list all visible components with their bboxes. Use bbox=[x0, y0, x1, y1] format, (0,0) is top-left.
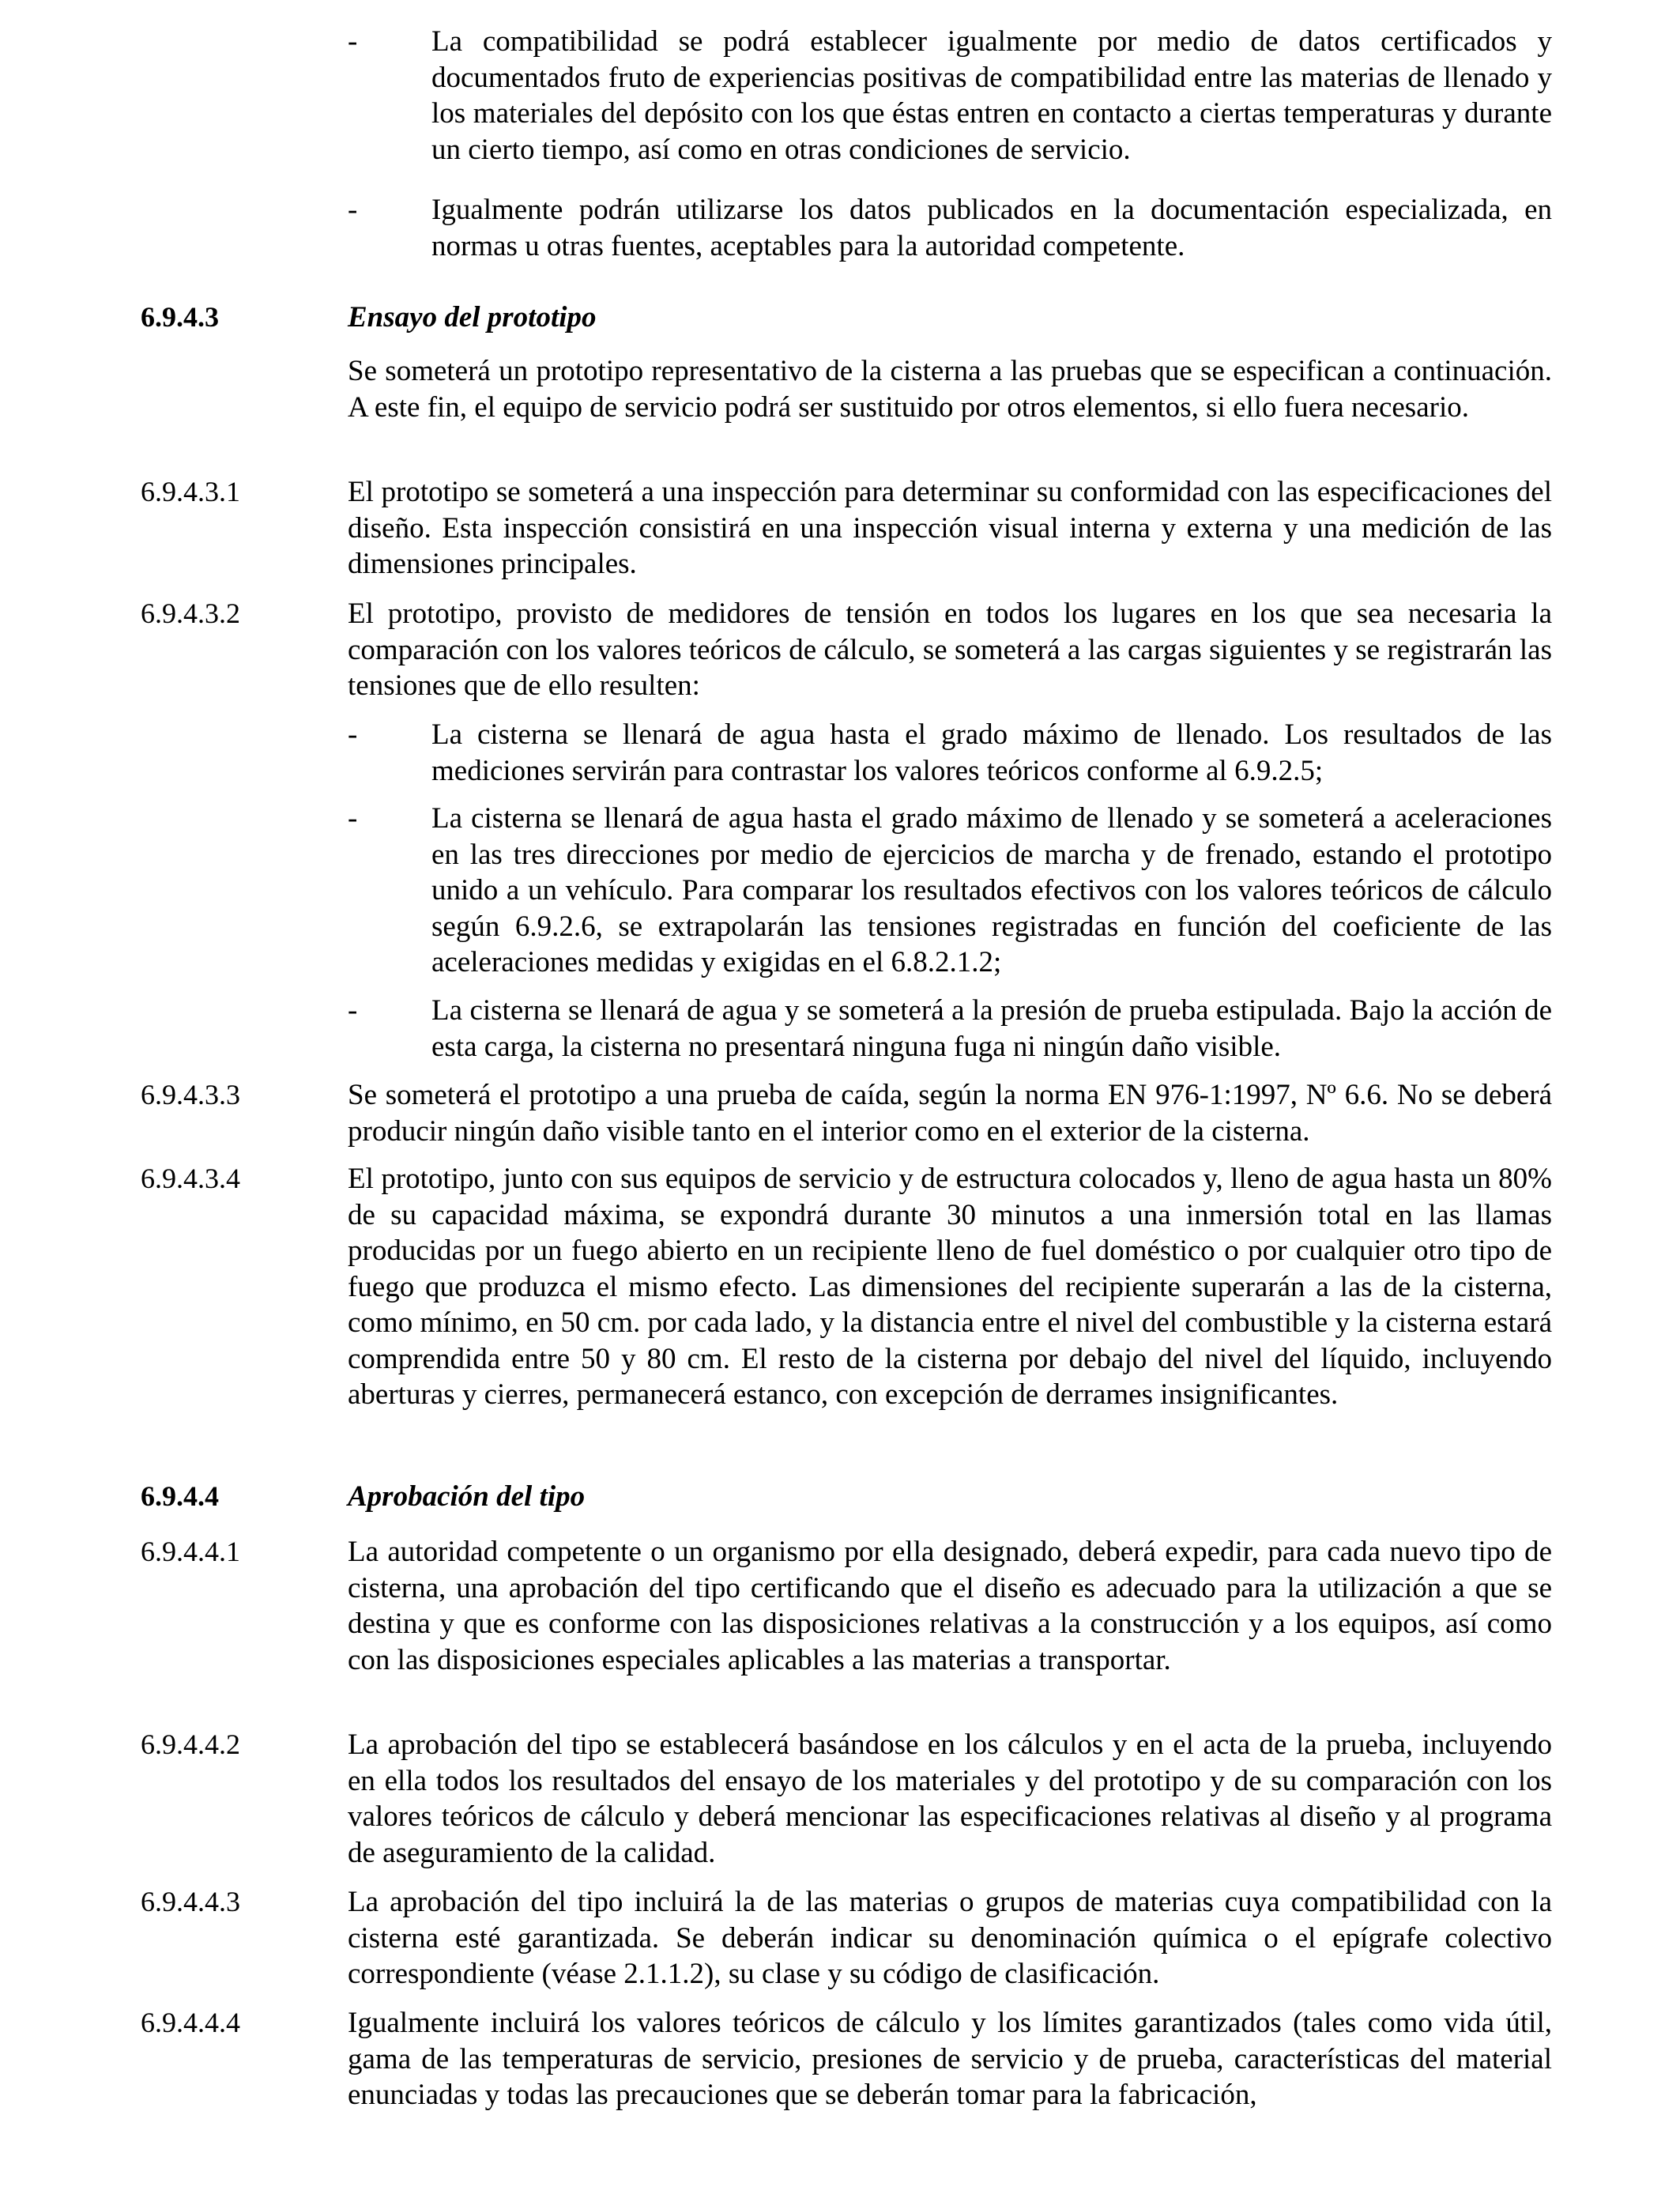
paragraph-number: 6.9.4.4.3 bbox=[141, 1886, 240, 1917]
paragraph-number: 6.9.4.3.1 bbox=[141, 476, 240, 507]
bullet-text: La cisterna se llenará de agua hasta el grado máximo de llenado y se someterá a aceleraciones en las tres direcciones por medio de ejercicios de marcha y de frenado, estando el prototipo unido a un vehículo. Para comparar los resultados efectivos con los valores teóricos de cálculo según 6.9.2.6, se extrapolarán las tensiones registradas en función del coeficiente de las aceleraciones medidas y exigidas en el 6.8.2.1.2; bbox=[431, 802, 1552, 978]
paragraph-text: La autoridad competente o un organismo por ella designado, deberá expedir, para cada nuevo tipo de cisterna, una aprobación del tipo certificando que el diseño es adecuado para la utilización a que se destina y que es conforme con las disposiciones relativas a la construcción y a los equipos, así como con las disposiciones especiales aplicables a las materias a transportar. bbox=[348, 1536, 1552, 1676]
bullet-dash: - bbox=[348, 994, 358, 1027]
section-title: Aprobación del tipo bbox=[348, 1480, 586, 1513]
bullet-dash: - bbox=[348, 802, 358, 835]
bullet-dash: - bbox=[348, 718, 358, 751]
paragraph-number: 6.9.4.4.1 bbox=[141, 1536, 240, 1567]
paragraph-number: 6.9.4.3.2 bbox=[141, 598, 240, 629]
bullet-text: La cisterna se llenará de agua hasta el grado máximo de llenado. Los resultados de las mediciones servirán para contrastar los valores teóricos conforme al 6.9.2.5; bbox=[431, 718, 1552, 787]
paragraph-text: El prototipo, junto con sus equipos de servicio y de estructura colocados y, lleno de agua hasta un 80% de su capacidad máxima, se expondrá durante 30 minutos a una inmersión total en las llamas producidas por un fuego abierto en un recipiente lleno de fuel doméstico o por cualquier otro tipo de fuego que produzca el mismo efecto. Las dimensiones del recipiente superarán a las de la cisterna, como mínimo, en 50 cm. por cada lado, y la distancia entre el nivel del combustible y la cisterna estará comprendida entre 50 y 80 cm. El resto de la cisterna por debajo del nivel del líquido, incluyendo aberturas y cierres, permanecerá estanco, con excepción de derrames insignificantes. bbox=[348, 1163, 1552, 1411]
bullet-text: La compatibilidad se podrá establecer igualmente por medio de datos certificados y documentados fruto de experiencias positivas de compatibilidad entre las materias de llenado y los materiales del depósito con los que éstas entren en contacto a ciertas temperaturas y durante un cierto tiempo, así como en otras condiciones de servicio. bbox=[431, 25, 1552, 166]
bullet-dash: - bbox=[348, 194, 358, 226]
paragraph-text: La aprobación del tipo se establecerá basándose en los cálculos y en el acta de la prueba, incluyendo en ella todos los resultados del ensayo de los materiales y del prototipo y de su comparación con los valores teóricos de cálculo y deberá mencionar las especificaciones relativas al diseño y al programa de aseguramiento de la calidad. bbox=[348, 1728, 1552, 1869]
paragraph-number: 6.9.4.4.4 bbox=[141, 2007, 240, 2038]
paragraph-text: Igualmente incluirá los valores teóricos de cálculo y los límites garantizados (tales como vida útil, gama de las temperaturas de servicio, presiones de servicio y de prueba, características del material enunciadas y todas las precauciones que se deberán tomar para la fabricación, bbox=[348, 2007, 1552, 2111]
paragraph-text: Se someterá el prototipo a una prueba de caída, según la norma EN 976-1:1997, Nº 6.6. No se deberá producir ningún daño visible tanto en el interior como en el exterior de la cisterna. bbox=[348, 1079, 1552, 1148]
section-title: Ensayo del prototipo bbox=[348, 301, 597, 334]
bullet-text: Igualmente podrán utilizarse los datos publicados en la documentación especializada, en normas u otras fuentes, aceptables para la autoridad competente. bbox=[431, 194, 1552, 262]
section-number: 6.9.4.4 bbox=[141, 1480, 219, 1512]
bullet-text: La cisterna se llenará de agua y se someterá a la presión de prueba estipulada. Bajo la acción de esta carga, la cisterna no presentará ninguna fuga ni ningún daño visible. bbox=[431, 994, 1552, 1063]
paragraph-text: El prototipo se someterá a una inspección para determinar su conformidad con las especificaciones del diseño. Esta inspección consistirá en una inspección visual interna y externa y una medición de las dimensiones principales. bbox=[348, 476, 1552, 580]
paragraph-text: El prototipo, provisto de medidores de tensión en todos los lugares en los que sea necesaria la comparación con los valores teóricos de cálculo, se someterá a las cargas siguientes y se registrarán las tensiones que de ello resulten: bbox=[348, 598, 1552, 702]
paragraph-number: 6.9.4.3.3 bbox=[141, 1079, 240, 1110]
paragraph-number: 6.9.4.3.4 bbox=[141, 1163, 240, 1194]
paragraph-text: Se someterá un prototipo representativo de la cisterna a las pruebas que se especifican a continuación. A este fin, el equipo de servicio podrá ser sustituido por otros elementos, si ello fuera necesario. bbox=[348, 355, 1552, 424]
paragraph-number: 6.9.4.4.2 bbox=[141, 1728, 240, 1760]
section-number: 6.9.4.3 bbox=[141, 301, 219, 333]
bullet-dash: - bbox=[348, 25, 358, 58]
paragraph-text: La aprobación del tipo incluirá la de las materias o grupos de materias cuya compatibilidad con la cisterna esté garantizada. Se deberán indicar su denominación química o el epígrafe colectivo correspondiente (véase 2.1.1.2), su clase y su código de clasificación. bbox=[348, 1886, 1552, 1990]
